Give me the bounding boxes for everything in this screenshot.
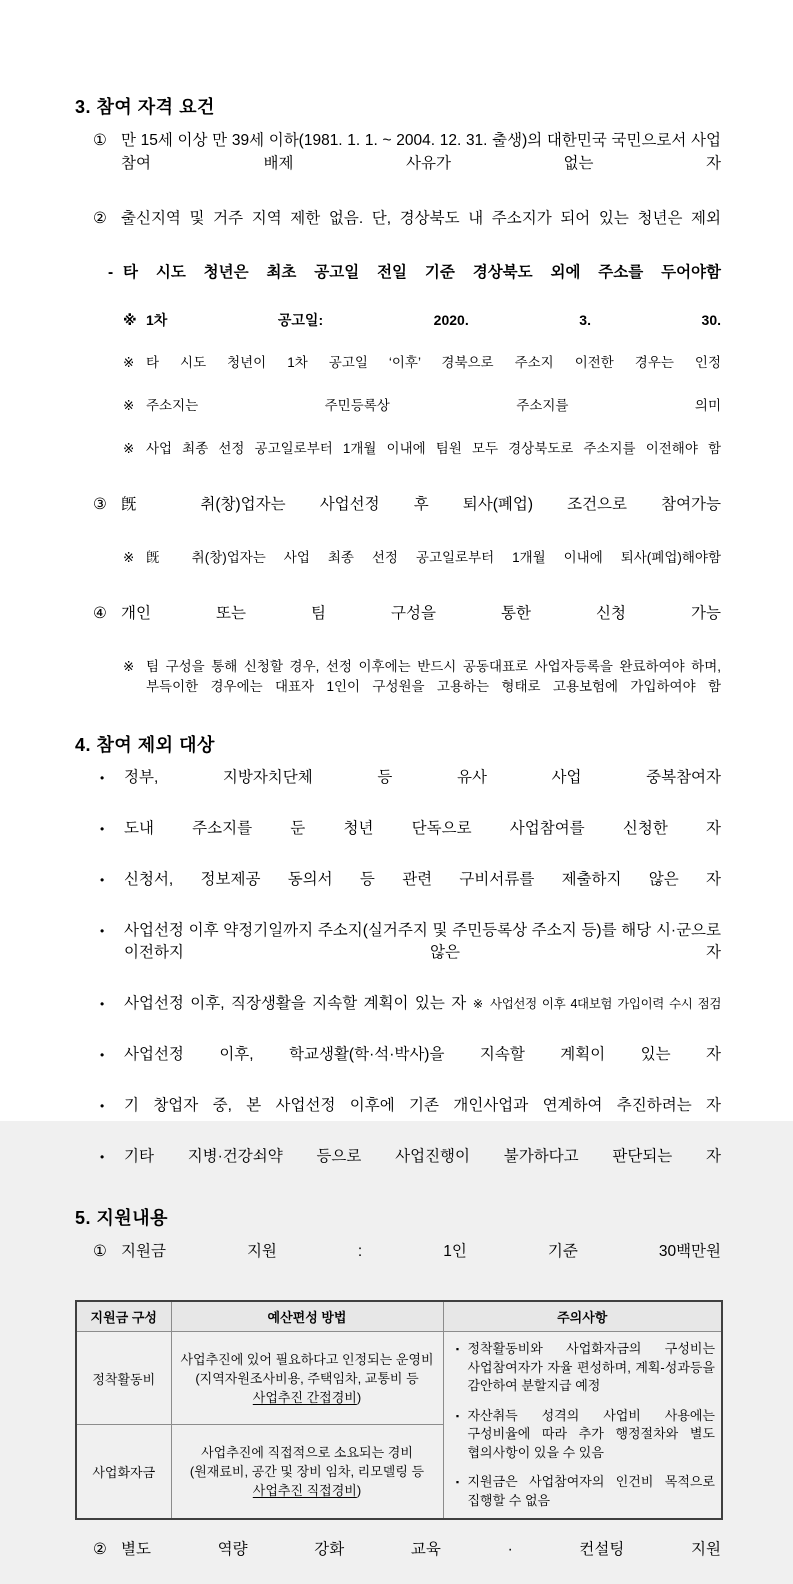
support-table: [75, 1300, 723, 1520]
note-text: 1차 공고일: 2020. 3. 30.: [146, 312, 721, 328]
fund-name-cell: 사업화자금: [76, 1425, 171, 1519]
exclusion-item-2: [97, 818, 721, 862]
caution-text: 지원금은 사업참여자의 인건비 목적으로 집행할 수 없음: [467, 1474, 715, 1508]
caution-item-1: [448, 1340, 716, 1396]
item-text: 신청서, 정보제공 동의서 등 관련 구비서류를 제출하지 않은 자: [124, 871, 721, 888]
fund-name-cell: 정착활동비: [76, 1332, 171, 1425]
reference-mark: ※: [123, 312, 137, 328]
section-eligibility: [75, 93, 721, 717]
note-text: 팀 구성을 통해 신청할 경우, 선정 이후에는 반드시 공동대표로 사업자등록을 완료하여야 하며, 부득이한 경우에는 대표자 1인이 구성원을 고용하는 형태로 고용보험에 가입하여야 함: [146, 659, 721, 694]
item-main-text: 사업선정 이후, 직장생활을 지속할 계획이 있는 자: [124, 995, 467, 1012]
exclusion-item-1: [97, 767, 721, 811]
note-other-region: [123, 353, 721, 393]
item-text: 旣 취(창)업자는 사업선정 후 퇴사(폐업) 조건으로 참여가능: [121, 496, 721, 513]
item-text: 별도 역량 강화 교육 · 컨설팅 지원: [121, 1541, 721, 1558]
eligibility-subitem-address: [108, 262, 721, 306]
item-text: [124, 993, 721, 1037]
item-text: 사업선정 이후 약정기일까지 주소지(실거주지 및 주민등록상 주소지 등)를 해당 시·군으로 이전하지 않은 자: [124, 922, 721, 961]
note-text: 旣 취(창)업자는 사업 최종 선정 공고일로부터 1개월 이내에 퇴사(폐업)해야함: [146, 550, 721, 565]
support-item-1: [93, 1240, 721, 1286]
section-support: [75, 1204, 721, 1584]
desc-suffix: ): [356, 1483, 362, 1499]
desc-line: [176, 1481, 439, 1500]
underlined-text: 사업추진 간접경비: [252, 1389, 357, 1405]
bullet-marker: •: [100, 1048, 105, 1062]
circled-number: ④: [93, 605, 107, 622]
note-address-meaning: [123, 396, 721, 436]
eligibility-item-1: [93, 129, 721, 198]
caution-text: 정착활동비와 사업화자금의 구성비는 사업참여자가 자율 편성하며, 계획-성과등을 감안하여 분할지급 예정: [467, 1341, 715, 1393]
desc-suffix: ): [356, 1389, 362, 1405]
exclusion-item-4: [97, 920, 721, 986]
item-text: 타 시도 청년은 최초 공고일 전일 기준 경상북도 외에 주소를 두어야함: [123, 264, 721, 281]
bullet-marker: •: [100, 1150, 105, 1164]
exclusion-item-7: [97, 1095, 721, 1139]
circled-number: ①: [93, 132, 107, 149]
caution-text: 자산취득 성격의 사업비 사용에는 구성비율에 따라 추가 행정절차와 별도 협의사항이 있을 수 있음: [467, 1407, 715, 1460]
caution-item-2: [448, 1407, 716, 1463]
bullet-marker: •: [100, 1099, 105, 1113]
bullet-marker: •: [100, 997, 105, 1011]
cautions-cell: [443, 1332, 722, 1520]
underlined-text: 사업추진 직접경비: [252, 1483, 357, 1499]
section-title-support: 5. 지원내용: [75, 1208, 169, 1228]
reference-mark: ※: [123, 550, 135, 565]
support-item-2: [93, 1538, 721, 1584]
exclusion-item-3: [97, 869, 721, 913]
bullet-marker: •: [100, 771, 105, 785]
fund-desc-cell: [171, 1332, 443, 1425]
section-title-eligibility: 3. 참여 자격 요건: [75, 97, 215, 117]
note-first-announcement: [123, 310, 721, 350]
reference-mark: ※: [123, 659, 135, 674]
table-header-row: [76, 1301, 722, 1332]
circled-number: ②: [93, 210, 107, 227]
note-team-registration: [123, 657, 721, 717]
desc-line: 사업추진에 직접적으로 소요되는 경비: [201, 1445, 413, 1461]
item-text: 사업선정 이후, 학교생활(학·석·박사)을 지속할 계획이 있는 자: [124, 1046, 721, 1063]
item-text: 기 창업자 중, 본 사업선정 이후에 기존 개인사업과 연계하여 추진하려는 자: [124, 1097, 721, 1114]
note-move-deadline: [123, 439, 721, 479]
bullet-marker: •: [100, 873, 105, 887]
circled-number: ③: [93, 496, 107, 513]
section-title-exclusions: 4. 참여 제외 대상: [75, 735, 215, 755]
square-bullet: ▪: [455, 1477, 460, 1487]
item-text: 기타 지병·건강쇠약 등으로 사업진행이 불가하다고 판단되는 자: [124, 1148, 721, 1165]
dash-marker: -: [108, 264, 114, 281]
caution-item-3: [448, 1473, 716, 1510]
col-header-composition: 지원금 구성: [76, 1301, 171, 1332]
eligibility-item-4: [93, 602, 721, 648]
reference-mark: ※: [123, 355, 135, 370]
desc-line: 사업추진에 있어 필요하다고 인정되는 운영비: [180, 1351, 434, 1367]
item-text: 출신지역 및 거주 지역 제한 없음. 단, 경상북도 내 주소지가 되어 있는 청년은 제외: [121, 210, 721, 227]
reference-mark: ※: [123, 398, 135, 413]
item-text: 정부, 지방자치단체 등 유사 사업 중복참여자: [124, 769, 721, 786]
desc-line: (지역자원조사비용, 주택임차, 교통비 등: [195, 1370, 419, 1386]
exclusion-item-5: [97, 993, 721, 1037]
note-text: 타 시도 청년이 1차 공고일 ‘이후’ 경북으로 주소지 이전한 경우는 인정: [146, 355, 721, 370]
note-text: 주소지는 주민등록상 주소지를 의미: [146, 398, 721, 413]
exclusion-item-8: [97, 1146, 721, 1190]
insurance-check-note: ※ 사업선정 이후 4대보험 가입이력 수시 점검: [472, 997, 721, 1011]
fund-desc-cell: [171, 1425, 443, 1519]
circled-number: ②: [93, 1541, 107, 1558]
reference-mark: ※: [123, 441, 135, 456]
col-header-cautions: 주의사항: [443, 1301, 722, 1332]
note-resign-deadline: [123, 548, 721, 588]
desc-line: (원재료비, 공간 및 장비 임차, 리모델링 등: [189, 1464, 425, 1480]
section-exclusions: [75, 731, 721, 1190]
item-text: 지원금 지원 : 1인 기준 30백만원: [121, 1243, 721, 1260]
square-bullet: ▪: [455, 1344, 460, 1354]
item-text: 만 15세 이상 만 39세 이하(1981. 1. 1. ~ 2004. 12. 31. 출생)의 대한민국 국민으로서 사업 참여 배제 사유가 없는 자: [121, 132, 721, 172]
col-header-budgeting: 예산편성 방법: [171, 1301, 443, 1332]
desc-line: [176, 1388, 439, 1407]
square-bullet: ▪: [455, 1410, 460, 1421]
bullet-marker: •: [100, 924, 105, 938]
exclusion-item-6: [97, 1044, 721, 1088]
note-text: 사업 최종 선정 공고일로부터 1개월 이내에 팀원 모두 경상북도로 주소지를 이전해야 함: [146, 441, 721, 456]
table-row-settlement: [76, 1332, 722, 1425]
eligibility-item-2: [93, 207, 721, 253]
item-text: 개인 또는 팀 구성을 통한 신청 가능: [121, 605, 721, 622]
item-text: 도내 주소지를 둔 청년 단독으로 사업참여를 신청한 자: [124, 820, 721, 837]
eligibility-item-3: [93, 493, 721, 539]
bullet-marker: •: [100, 822, 105, 836]
circled-number: ①: [93, 1243, 107, 1260]
